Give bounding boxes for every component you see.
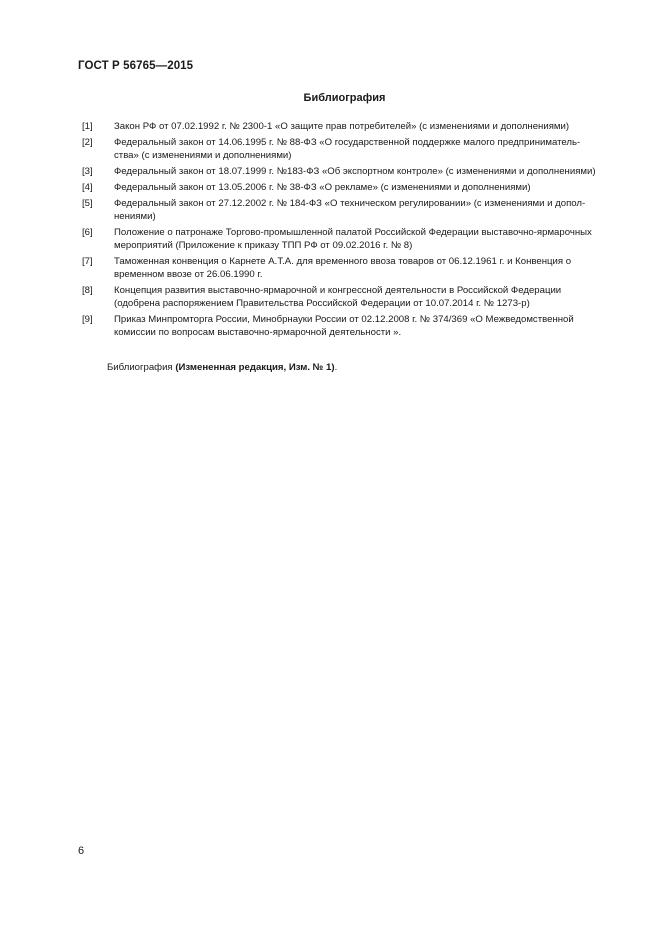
entry-text: Федеральный закон от 13.05.2006 г. № 38-ФЗ «О рекламе» (с изменениями и дополнениями) [114,182,531,193]
bibliography-entry [82,226,610,252]
entry-text: Таможенная конвенция о Карнете А.Т.А. для временного ввоза товаров от 06.12.1961 г. и Конвенция о временном ввозе от 26.06.1990 г. [114,256,572,280]
bibliography-list [82,120,610,342]
section-title: Библиография [303,92,386,104]
entry-text: Приказ Минпромторга России, Минобрнауки России от 02.12.2008 г. № 374/369 «О Межведомственной комиссии по вопросам выставочно-ярмарочной деятельности ». [114,314,574,338]
entry-text: Федеральный закон от 14.06.1995 г. № 88-ФЗ «О государственной поддержке малого предприниматель- ства» (с изменениями и дополнениями) [114,137,581,161]
entry-text: Положение о патронаже Торгово-промышленной палатой Российской Федерации выставочно-ярмарочных мероприятий (Приложение к приказу ТПП РФ от 09.02.2016 г. № 8) [114,227,592,251]
entry-number: [1] [82,121,93,132]
bibliography-entry [82,136,610,162]
amendment-note-text: (Измененная редакция, Изм. № 1) [175,362,335,373]
page-number: 6 [78,845,85,857]
entry-number: [3] [82,166,93,177]
entry-number: [5] [82,198,93,209]
bibliography-entry [82,197,610,223]
bibliography-entry [82,165,610,178]
entry-text: Концепция развития выставочно-ярмарочной и конгрессной деятельности в Российской Федерации (одобрена распоряжением Правительства Российской Федерации от 10.07.2014 г. № 1273-р) [114,285,562,309]
document-code: ГОСТ Р 56765—2015 [78,60,194,72]
entry-number: [7] [82,256,93,267]
bibliography-entry [82,120,610,133]
entry-text: Федеральный закон от 18.07.1999 г. №183-ФЗ «Об экспортном контроле» (с изменениями и дополнениями) [114,166,596,177]
entry-number: [2] [82,137,93,148]
entry-number: [9] [82,314,93,325]
entry-number: [8] [82,285,93,296]
entry-number: [4] [82,182,93,193]
entry-text: Закон РФ от 07.02.1992 г. № 2300-1 «О защите прав потребителей» (с изменениями и дополнениями) [114,121,570,132]
bibliography-entry [82,284,610,310]
amendment-note [107,362,337,373]
entry-number: [6] [82,227,93,238]
bibliography-entry [82,181,610,194]
bibliography-entry [82,313,610,339]
entry-text: Федеральный закон от 27.12.2002 г. № 184-ФЗ «О техническом регулировании» (с изменениями и допол- нениями) [114,198,586,222]
amendment-note-end: . [334,362,338,373]
bibliography-entry [82,255,610,281]
amendment-note-label: Библиография [107,362,173,373]
